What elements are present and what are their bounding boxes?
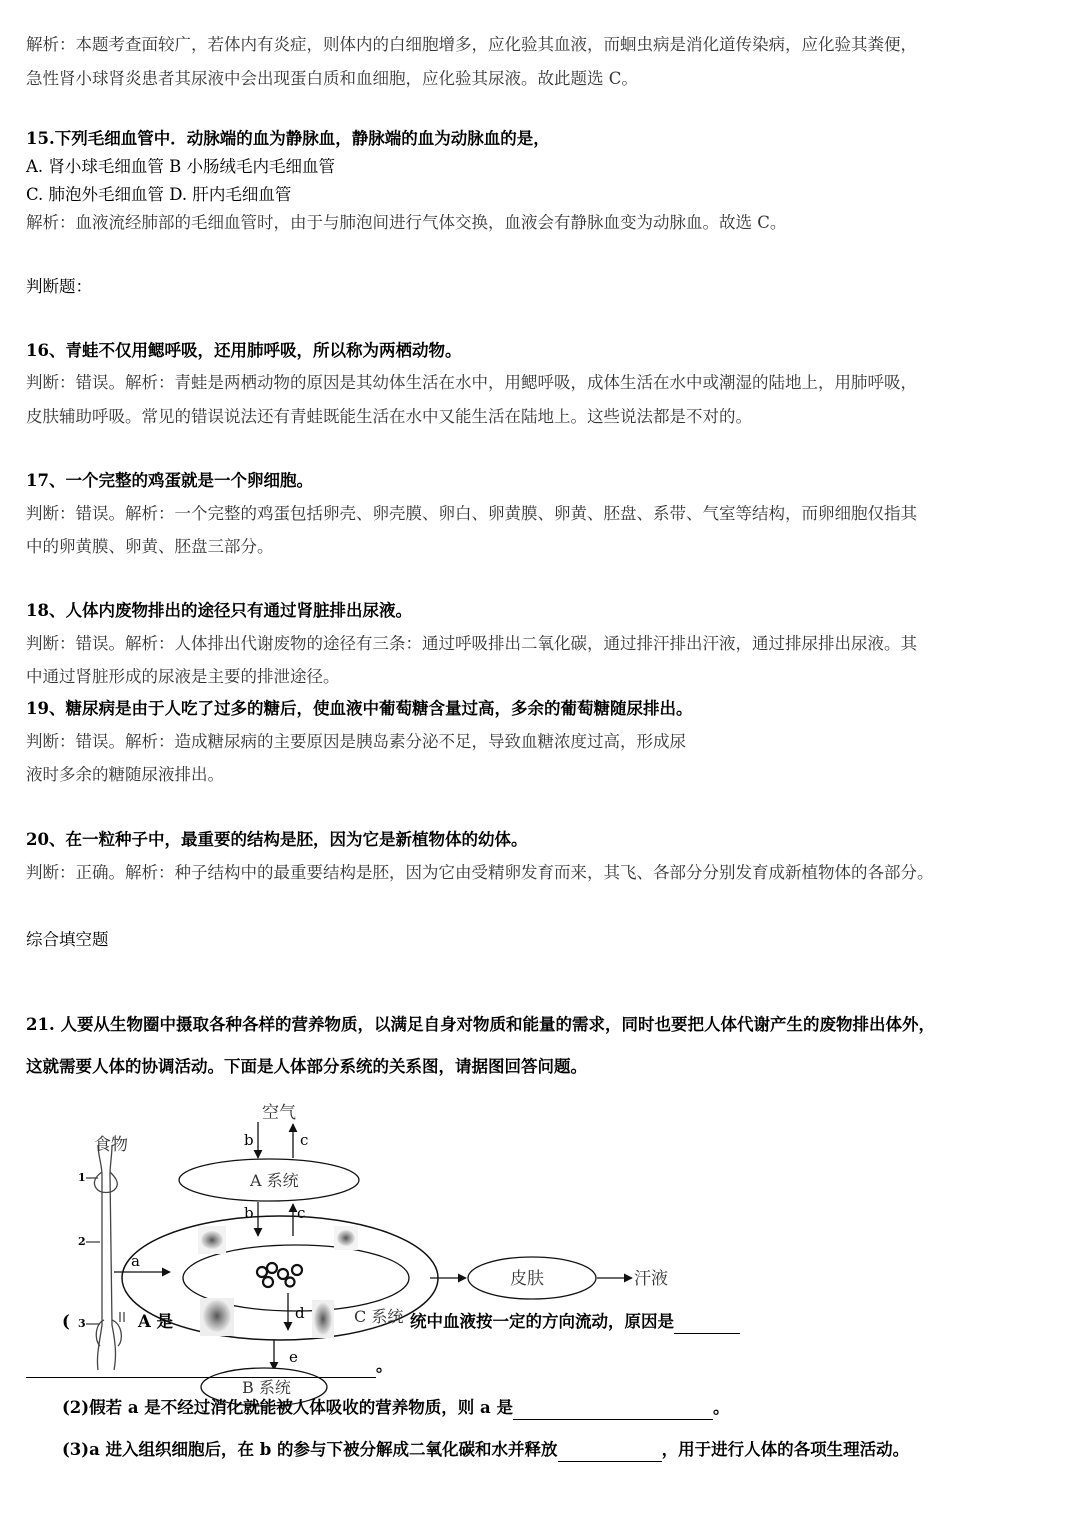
q19-judgement-line-1: 判断：错误。解析：造成糖尿病的主要原因是胰岛素分泌不足，导致血糖浓度过高，形成尿 [26,732,686,751]
label-b-mid: b [244,1204,254,1222]
q15-question: 15.下列毛细血管中．动脉端的血为静脉血，静脉端的血为动脉血的是， [26,129,550,148]
q21-sub1-left: ( [62,1312,70,1331]
label-e: e [289,1348,298,1366]
section-fill-heading: 综合填空题 [26,930,109,949]
q14-analysis-line-1: 解析：本题考查面较广，若体内有炎症，则体内的白细胞增多，应化验其血液，而蛔虫病是消化道传染病，应化验其粪便， [26,35,917,54]
label-sweat: 汗液 [634,1269,668,1289]
label-b-top: b [244,1131,254,1149]
q21-sub1-right-wrap [410,1311,740,1334]
q18-judgement-line-1: 判断：错误。解析：人体排出代谢废物的途径有三条：通过呼吸排出二氧化碳，通过排汗排出汗液，通过排尿排出尿液。其 [26,634,917,653]
q17-judgement-line-1: 判断：错误。解析：一个完整的鸡蛋包括卵壳、卵壳膜、卵白、卵黄膜、卵黄、胚盘、系带、气室等结构，而卵细胞仅指其 [26,504,917,523]
label-3: 3 [78,1317,86,1330]
q21-sub3-end: ，用于进行人体的各项生理活动。 [661,1440,910,1459]
q17-question: 17、一个完整的鸡蛋就是一个卵细胞。 [26,471,313,490]
label-air: 空气 [262,1103,296,1123]
label-1: 1 [78,1171,86,1184]
q17-judgement-line-2: 中的卵黄膜、卵黄、胚盘三部分。 [26,537,274,556]
q21-sub3-wrap [62,1439,909,1462]
q20-judgement-line-1: 判断：正确。解析：种子结构中的最重要结构是胚，因为它由受精卵发育而来，其飞、各部分分别发育成新植物体的各部分。 [26,863,934,882]
q21-sub1-end: 。 [376,1356,393,1375]
label-system-a: A 系统 [250,1171,299,1190]
q21-sub1-right: 统中血液按一定的方向流动，原因是 [410,1312,674,1331]
q15-analysis: 解析：血液流经肺部的毛细血管时，由于与肺泡间进行气体交换，血液会有静脉血变为动脉血。故选 C。 [26,213,787,232]
label-c-mid: c [297,1204,306,1222]
q20-question: 20、在一粒种子中，最重要的结构是胚，因为它是新植物体的幼体。 [26,830,528,849]
label-a: a [131,1252,140,1270]
q21-sub2-end: 。 [712,1398,730,1417]
label-system-b: B 系统 [242,1378,291,1397]
q21-sub1-mid: A 是 [138,1312,174,1331]
label-system-c: C 系统 [354,1307,404,1326]
q18-question: 18、人体内废物排出的途径只有通过肾脏排出尿液。 [26,601,412,620]
label-c-top: c [300,1131,309,1149]
q21-sub2: (2)假若 a 是不经过消化就能被人体吸收的营养物质，则 a 是 [62,1398,513,1417]
q21-sub2-blank[interactable] [513,1397,713,1420]
q15-options-line-2: C. 肺泡外毛细血管 D. 肝内毛细血管 [26,185,292,204]
label-skin: 皮肤 [510,1269,544,1289]
q16-judgement-line-2: 皮肤辅助呼吸。常见的错误说法还有青蛙既能生活在水中又能生活在陆地上。这些说法都是不对的。 [26,407,752,426]
q21-sub1-blank-2[interactable] [26,1355,376,1378]
label-food: 食物 [94,1135,128,1155]
q21-intro-line-1: 21. 人要从生物圈中摄取各种各样的营养物质，以满足自身对物质和能量的需求，同时也要把人体代谢产生的废物排出体外， [26,1015,935,1034]
q16-question: 16、青蛙不仅用鳃呼吸，还用肺呼吸，所以称为两栖动物。 [26,341,462,360]
q14-analysis-line-2: 急性肾小球肾炎患者其尿液中会出现蛋白质和血细胞，应化验其尿液。故此题选 C。 [26,69,638,88]
q21-intro-line-2: 这就需要人体的协调活动。下面是人体部分系统的关系图，请据图回答问题。 [26,1057,587,1076]
digestive-tract-figure [86,1145,124,1370]
q18-judgement-line-2: 中通过肾脏形成的尿液是主要的排泄途径。 [26,667,340,686]
q21-sub3: (3)a 进入组织细胞后，在 b 的参与下被分解成二氧化碳和水并释放 [62,1440,558,1459]
label-d: d [295,1304,305,1322]
blood-cell-images [198,1226,358,1338]
section-judge-heading: 判断题： [26,277,92,296]
q21-sub3-blank[interactable] [558,1439,662,1462]
q21-sub2-wrap [62,1397,729,1420]
q19-judgement-line-2: 液时多余的糖随尿液排出。 [26,765,224,784]
label-2: 2 [78,1235,86,1248]
q21-sub1-cont-wrap [26,1355,393,1378]
q19-question: 19、糖尿病是由于人吃了过多的糖后，使血液中葡萄糖含量过高，多余的葡萄糖随尿排出。 [26,699,693,718]
q15-options-line-1: A. 肾小球毛细血管 B 小肠绒毛内毛细血管 [26,157,336,176]
q21-sub1-blank[interactable] [674,1311,740,1334]
q16-judgement-line-1: 判断：错误。解析：青蛙是两栖动物的原因是其幼体生活在水中，用鳃呼吸，成体生活在水中或潮湿的陆地上，用肺呼吸， [26,373,917,392]
